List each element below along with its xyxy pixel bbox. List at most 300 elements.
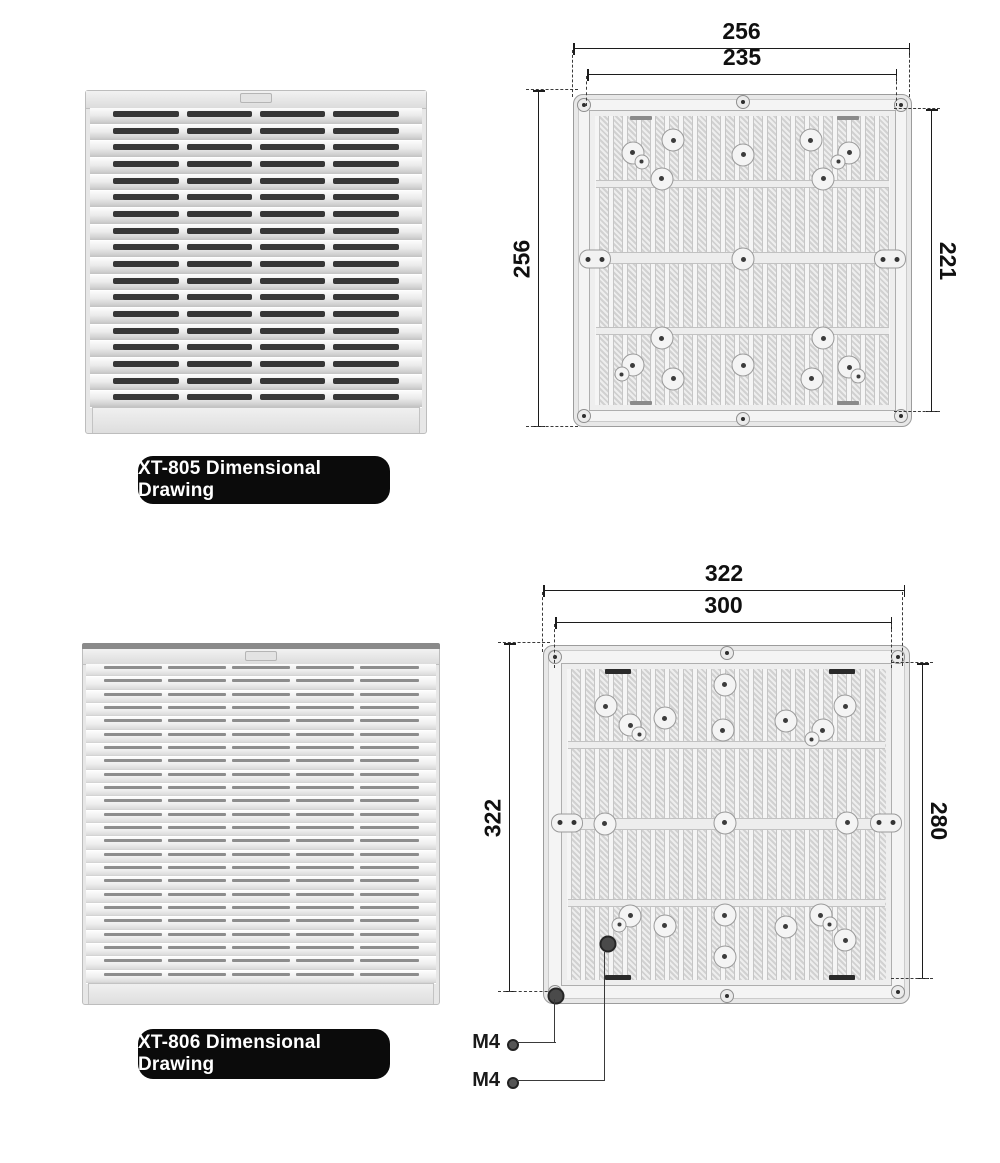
screw-boss-lobe [632,727,647,742]
louver-slot-opening [104,799,162,802]
louver-slot-opening [168,799,226,802]
louver-slot-opening [296,853,354,856]
screw-boss [593,812,616,835]
louver-slot-opening [333,228,398,234]
screw-boss [713,904,736,927]
louver-slot-opening [113,244,178,250]
louver-slot-opening [333,344,398,350]
louver-slot-opening [360,733,418,736]
louver-slot-opening [360,799,418,802]
louver-slot-opening [260,211,325,217]
louver-slot-opening [104,746,162,749]
screw-boss [653,914,676,937]
louver-slot-opening [187,194,252,200]
louver-slot-opening [168,733,226,736]
screw-boss [799,129,822,152]
louver-slat [86,677,436,690]
screw-boss [713,673,736,696]
louver-slat [86,877,436,890]
louver-slot-opening [104,666,162,669]
louver-slot-opening [333,328,398,334]
louver-slot-opening [187,228,252,234]
louver-slot-opening [360,839,418,842]
m4-callout-label: M4 [472,1069,500,1091]
screw-boss [662,367,685,390]
side-mount-boss [551,813,583,832]
frame-screw [720,989,734,1003]
dim-value: 300 [704,592,743,618]
louver-slot-opening [260,144,325,150]
xt806-base [88,983,434,1004]
louver-slot-opening [333,194,398,200]
louver-slot-opening [360,679,418,682]
louver-slot-opening [104,826,162,829]
screw-boss [732,248,755,271]
frame-screw [577,409,591,423]
louver-slot-opening [333,261,398,267]
louver-slot-opening [333,394,398,400]
louver-slot-opening [360,959,418,962]
frame-screw [891,985,905,999]
louver-slot-opening [296,666,354,669]
louver-slot-opening [296,719,354,722]
louver-slot-opening [232,893,290,896]
grid-rail [568,741,885,749]
louver-slot-opening [360,746,418,749]
louver-slat [90,308,422,325]
louver-slot-opening [104,933,162,936]
xt806-back-view [543,645,910,1004]
louver-slot-opening [360,853,418,856]
louver-slot-opening [232,973,290,976]
louver-slot-opening [260,111,325,117]
louver-slot-opening [360,693,418,696]
louver-slot-opening [296,879,354,882]
louver-slot-opening [333,378,398,384]
screw-boss-lobe [822,917,837,932]
louver-slot-opening [260,311,325,317]
louver-slot-opening [296,679,354,682]
louver-slot-opening [187,294,252,300]
screw-dot [571,820,576,825]
side-mount-boss [870,813,902,832]
screw-boss-lobe [831,154,846,169]
screw-dot [586,257,591,262]
screw-boss [650,167,673,190]
louver-slot-opening [104,919,162,922]
dim-value: 256 [508,239,535,278]
louver-slot-opening [104,893,162,896]
extension-line [891,662,933,663]
louver-slot-opening [296,933,354,936]
louver-slot-opening [232,679,290,682]
louver-slat [90,291,422,308]
m4-inner-hole [599,936,616,953]
louver-slot-opening [113,261,178,267]
louver-slat [86,757,436,770]
louver-slot-opening [104,959,162,962]
xt805-base [92,407,420,433]
screw-boss-lobe [612,917,627,932]
louver-slot-opening [333,111,398,117]
louver-slot-opening [104,786,162,789]
louver-slat [86,957,436,970]
louver-slot-opening [232,906,290,909]
louver-slot-opening [104,973,162,976]
louver-slot-opening [104,906,162,909]
louver-slot-opening [296,759,354,762]
louver-slot-opening [187,161,252,167]
louver-slat [90,125,422,142]
extension-line [542,592,543,652]
extension-line [894,108,940,109]
louver-slot-opening [104,879,162,882]
louver-slot-opening [187,278,252,284]
louver-slot-opening [232,733,290,736]
extension-line [526,426,578,427]
louver-slot-opening [333,128,398,134]
clip-slot [605,669,631,674]
xt806-model-badge [138,1029,390,1079]
louver-slot-opening [104,853,162,856]
louver-slot-opening [168,919,226,922]
screw-boss [662,129,685,152]
xt805-back-view [573,94,912,427]
double-screw-boss [838,141,861,164]
louver-slat [86,771,436,784]
louver-slot-opening [104,839,162,842]
louver-slot-opening [232,746,290,749]
dim-value: 256 [722,18,761,44]
louver-slot-opening [360,919,418,922]
cap-tab [240,93,272,103]
louver-slot-opening [187,178,252,184]
clip-slot [837,401,859,405]
louver-slat [86,824,436,837]
screw-boss [713,945,736,968]
louver-slot-opening [232,693,290,696]
louver-slot-opening [232,919,290,922]
louver-slot-opening [187,211,252,217]
louver-slot-opening [296,733,354,736]
louver-slat [90,175,422,192]
louver-slat [90,325,422,342]
louver-slot-opening [113,228,178,234]
louver-slot-opening [104,693,162,696]
extension-line [554,624,555,668]
louver-slat [86,744,436,757]
screw-dot [877,820,882,825]
louver-slot-opening [113,361,178,367]
screw-dot [599,257,604,262]
dim-value: 280 [925,801,952,841]
screw-boss [653,707,676,730]
louver-slot-opening [187,328,252,334]
xt805-top-cap [86,91,426,109]
louver-slot-opening [187,344,252,350]
clip-slot [605,975,631,980]
double-screw-boss [838,356,861,379]
clip-slot [630,116,652,120]
louver-slat [86,944,436,957]
screw-boss [594,695,617,718]
louver-slot-opening [232,826,290,829]
louver-slot-opening [113,344,178,350]
louver-slot-opening [113,394,178,400]
screw-boss [834,695,857,718]
louver-slot-opening [168,813,226,816]
clip-slot [829,669,855,674]
louver-slot-opening [260,128,325,134]
louver-slot-opening [187,361,252,367]
louver-slat [86,811,436,824]
louver-slat [90,225,422,242]
louver-slat [86,797,436,810]
louver-slat [86,931,436,944]
louver-slat [86,731,436,744]
louver-slot-opening [260,244,325,250]
dim-value: 221 [934,241,961,280]
louver-slot-opening [360,906,418,909]
louver-slot-opening [113,194,178,200]
louver-slat [86,664,436,677]
louver-slat [90,258,422,275]
louver-slot-opening [113,378,178,384]
louver-slot-opening [187,261,252,267]
louver-slot-opening [360,893,418,896]
louver-slat [90,375,422,392]
side-mount-boss [874,250,906,269]
louver-slot-opening [232,933,290,936]
louver-slot-opening [168,959,226,962]
louver-slot-opening [260,328,325,334]
louver-slot-opening [296,813,354,816]
xt806-filter-grid [562,664,891,985]
louver-slat [86,864,436,877]
louver-slat [86,904,436,917]
louver-slot-opening [296,693,354,696]
screw-boss-lobe [614,367,629,382]
louver-slot-opening [260,228,325,234]
louver-slot-opening [333,211,398,217]
louver-slot-opening [104,733,162,736]
xt805-model-badge [138,456,390,504]
louver-slot-opening [232,666,290,669]
louver-slot-opening [113,178,178,184]
louver-slat [90,141,422,158]
louver-slat [90,158,422,175]
screw-boss [834,929,857,952]
louver-slot-opening [168,933,226,936]
louver-slot-opening [333,144,398,150]
louver-slot-opening [333,361,398,367]
louver-slot-opening [333,178,398,184]
extension-line [891,978,933,979]
louver-slot-opening [113,144,178,150]
clip-slot [829,975,855,980]
louver-slot-opening [333,161,398,167]
louver-slot-opening [260,261,325,267]
louver-slot-opening [296,746,354,749]
louver-slot-opening [333,311,398,317]
louver-slot-opening [360,666,418,669]
louver-slot-opening [232,759,290,762]
xt805-louver-grille [90,108,422,408]
louver-slot-opening [296,839,354,842]
louver-slot-opening [168,773,226,776]
louver-slat [86,917,436,930]
louver-slot-opening [168,893,226,896]
louver-slot-opening [168,853,226,856]
louver-slat [86,837,436,850]
louver-slot-opening [168,719,226,722]
louver-slot-opening [187,394,252,400]
leader-dot [507,1077,519,1089]
grid-rail [596,180,889,188]
louver-slot-opening [104,679,162,682]
extension-line [586,76,587,106]
louver-slot-opening [260,161,325,167]
louver-slot-opening [187,311,252,317]
louver-slot-opening [168,866,226,869]
extension-line [909,50,910,97]
screw-boss [650,327,673,350]
louver-slot-opening [168,879,226,882]
louver-slot-opening [260,178,325,184]
double-screw-boss [621,141,644,164]
louver-slot-opening [168,759,226,762]
louver-slot-opening [296,786,354,789]
dim-value: 322 [479,798,506,837]
screw-boss [812,167,835,190]
louver-slat [90,241,422,258]
screw-boss [836,811,859,834]
clip-slot [837,116,859,120]
louver-slot-opening [360,866,418,869]
dim-value: 235 [722,44,762,70]
louver-slot-opening [232,813,290,816]
cap-tab [245,651,277,661]
louver-slot-opening [360,973,418,976]
louver-slat [90,208,422,225]
louver-slot-opening [113,328,178,334]
xt805-front-view [85,90,427,434]
louver-slat [90,108,422,125]
double-screw-boss [809,904,832,927]
frame-screw [736,95,750,109]
louver-slot-opening [296,906,354,909]
louver-slot-opening [168,826,226,829]
xt805-filter-grid [590,111,895,410]
louver-slot-opening [360,706,418,709]
louver-slat [86,691,436,704]
louver-slot-opening [232,773,290,776]
badge-text: XT-805 Dimensional Drawing [138,458,322,501]
louver-slot-opening [260,378,325,384]
screw-boss [732,143,755,166]
screw-boss-lobe [804,732,819,747]
louver-slot-opening [232,879,290,882]
louver-slot-opening [104,773,162,776]
double-screw-boss [621,354,644,377]
m4-corner-hole [548,988,565,1005]
screw-dot [890,820,895,825]
louver-slot-opening [187,378,252,384]
louver-slot-opening [333,244,398,250]
louver-slot-opening [360,879,418,882]
screw-dot [558,820,563,825]
louver-slot-opening [232,839,290,842]
louver-slot-opening [232,853,290,856]
leader-dot [507,1039,519,1051]
dim-value: 322 [704,560,744,586]
louver-slot-opening [232,946,290,949]
louver-slot-opening [104,946,162,949]
louver-slot-opening [104,866,162,869]
leader-line [604,952,605,1081]
screw-boss-lobe [634,154,649,169]
louver-slat [90,341,422,358]
louver-slot-opening [360,933,418,936]
louver-slot-opening [296,973,354,976]
double-screw-boss [619,904,642,927]
louver-slat [86,851,436,864]
louver-slot-opening [296,866,354,869]
screw-boss [812,327,835,350]
louver-slat [86,971,436,984]
louver-slot-opening [187,244,252,250]
screw-boss-lobe [851,369,866,384]
louver-slot-opening [360,813,418,816]
louver-slot-opening [113,211,178,217]
louver-slot-opening [232,799,290,802]
louver-slot-opening [104,719,162,722]
xt806-top-cap [83,649,439,665]
louver-slot-opening [168,906,226,909]
louver-slot-opening [113,111,178,117]
frame-screw [577,98,591,112]
louver-slot-opening [168,786,226,789]
louver-slot-opening [113,161,178,167]
louver-slot-opening [260,194,325,200]
louver-slot-opening [168,839,226,842]
grid-rail [596,327,889,335]
louver-slat [90,275,422,292]
screw-dot [894,257,899,262]
louver-slot-opening [333,294,398,300]
louver-slot-opening [260,361,325,367]
louver-slat [86,784,436,797]
xt806-louver-grille [86,664,436,984]
screw-boss [713,811,736,834]
louver-slot-opening [168,706,226,709]
louver-slot-opening [168,679,226,682]
louver-slot-opening [260,394,325,400]
louver-slot-opening [232,706,290,709]
double-screw-boss [811,719,834,742]
louver-slat [90,191,422,208]
louver-slot-opening [260,278,325,284]
louver-slot-opening [113,278,178,284]
louver-slot-opening [232,866,290,869]
extension-line [896,76,897,106]
louver-slot-opening [296,946,354,949]
louver-slot-opening [333,278,398,284]
louver-slat [86,717,436,730]
extension-line [498,642,550,643]
extension-line [902,592,903,666]
louver-slot-opening [104,813,162,816]
